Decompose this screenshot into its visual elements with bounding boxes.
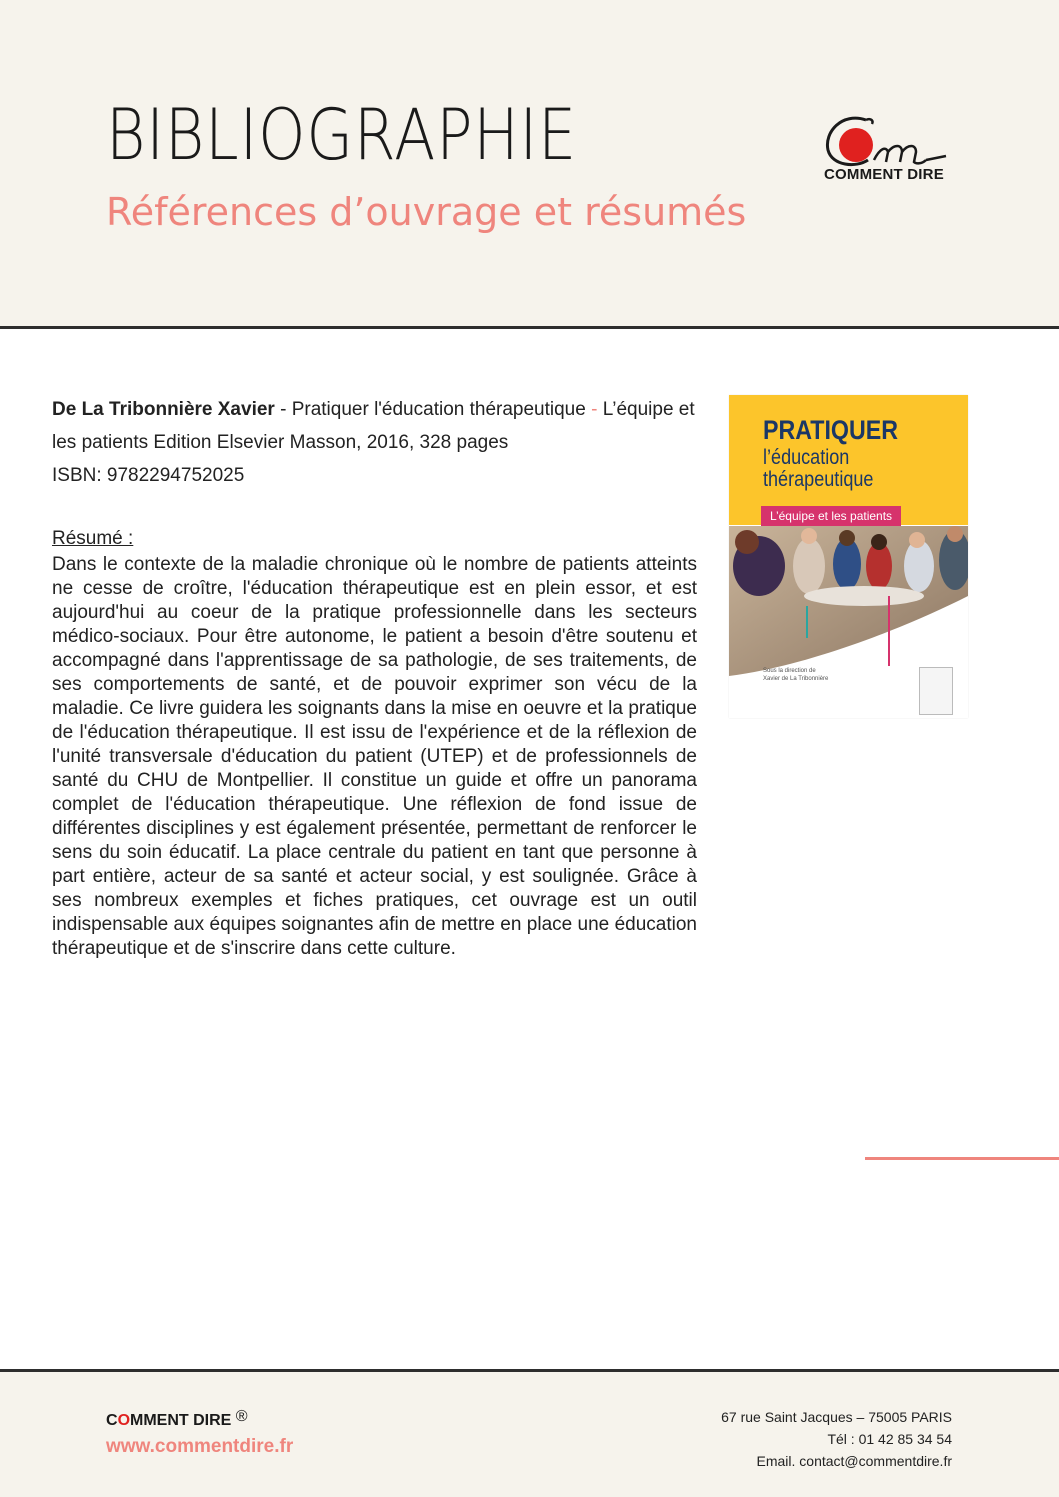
book-isbn: ISBN: 9782294752025 <box>52 465 245 486</box>
cover-editor: Xavier de La Tribonnière <box>763 676 829 682</box>
registered-mark: ® <box>235 1408 248 1425</box>
footer-contact <box>721 1406 952 1472</box>
cover-title-main: PRATIQUER <box>763 415 899 445</box>
logo-text: COMMENT DIRE <box>824 166 944 183</box>
page-subtitle: Références d’ouvrage et résumés <box>106 190 747 234</box>
accent-divider <box>865 1157 1059 1160</box>
page-header <box>0 0 1059 329</box>
cm-logo-icon <box>822 110 950 170</box>
book-author: De La Tribonnière Xavier <box>52 399 275 420</box>
footer-phone: Tél : 01 42 85 34 54 <box>827 1431 952 1447</box>
cover-title-sub <box>763 447 873 491</box>
page-title: BIBLIOGRAPHIE <box>106 94 578 176</box>
cover-title-line3: thérapeutique <box>763 468 874 491</box>
book-title: Pratiquer l'éducation thérapeutique <box>291 399 586 420</box>
book-reference <box>52 393 697 492</box>
footer-address: 67 rue Saint Jacques – 75005 PARIS <box>721 1409 952 1425</box>
footer-website-link[interactable]: www.commentdire.fr <box>106 1436 294 1457</box>
cover-badge: L’équipe et les patients <box>761 506 901 526</box>
book-cover <box>729 395 968 718</box>
book-edition: L’équipe et les patients Edition Elsevier Masson, 2016, 328 pages <box>52 399 695 453</box>
page-footer <box>0 1369 1059 1497</box>
cover-direction: Sous la direction de <box>763 668 816 674</box>
reference-dash-red: - <box>585 399 603 420</box>
footer-email[interactable]: Email. contact@commentdire.fr <box>756 1453 952 1469</box>
elsevier-logo-icon <box>919 667 953 715</box>
resume-text: Dans le contexte de la maladie chronique où le nombre de patients atteints ne cesse de croître, l'éducation thérapeutique est en plein essor, et est aujourd'hui au coeur de la pratique professionnelle dans les secteurs médico-sociaux. Pour être autonome, le patient a besoin d'être soutenu et accompagné dans l'apprentissage de sa pathologie, de ses traitements, de ses comportements de santé, et de pouvoir exprimer son vécu de la maladie. Ce livre guidera les soignants dans la mise en oeuvre et la pratique de l'éducation thérapeutique. Il est issu de l'expérience et de la réflexion de l'unité transversale d'éducation du patient (UTEP) et de professionnels de santé du CHU de Montpellier. Il constitue un guide et offre un panorama complet de l'éducation thérapeutique. Une réflexion de fond issue de différentes disciplines y est également présentée, permettant de renforcer le sens du soin éducatif. La place centrale du patient en tant que personne à part entière, acteur de sa santé et acteur social, y est soulignée. Grâce à ses nombreux exemples et fiches pratiques, cet ouvrage est un outil indispensable aux équipes soignantes afin de mettre en place une éducation thérapeutique et de s'inscrire dans cette culture. <box>52 554 697 959</box>
cover-photo <box>729 526 968 686</box>
footer-brand-c: C <box>106 1412 118 1429</box>
footer-brand-o: O <box>117 1412 131 1429</box>
footer-brand-rest: MMENT DIRE <box>130 1412 232 1429</box>
footer-brand <box>106 1408 248 1430</box>
cover-credits <box>763 667 828 683</box>
cover-title-line2: l’éducation <box>763 446 850 469</box>
brand-logo <box>822 110 950 186</box>
resume-label: Résumé : <box>52 528 134 549</box>
reference-dash: - <box>274 399 292 420</box>
